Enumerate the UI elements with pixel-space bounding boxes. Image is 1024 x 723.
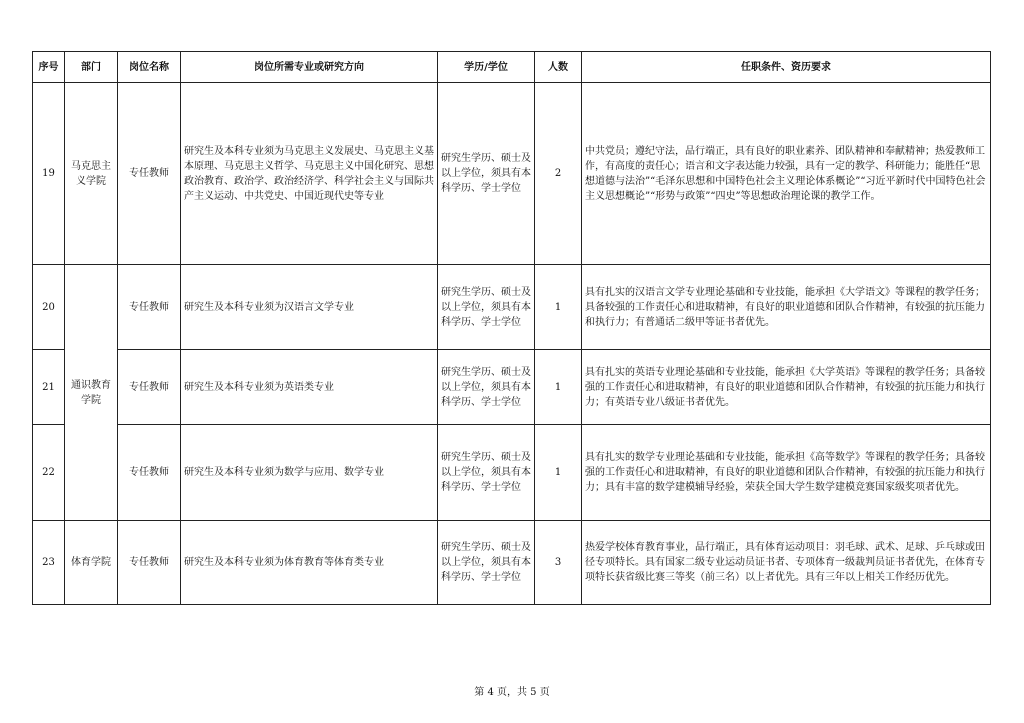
cell-degree: 研究生学历、硕士及以上学位，须具有本科学历、学士学位 bbox=[438, 425, 535, 521]
cell-seq: 19 bbox=[33, 83, 65, 265]
cell-degree: 研究生学历、硕士及以上学位，须具有本科学历、学士学位 bbox=[438, 350, 535, 425]
cell-count: 1 bbox=[535, 425, 582, 521]
header-seq: 序号 bbox=[33, 52, 65, 83]
page-number: 第 4 页，共 5 页 bbox=[474, 687, 550, 698]
cell-dept: 体育学院 bbox=[65, 521, 118, 605]
table-row bbox=[33, 425, 991, 521]
cell-count: 3 bbox=[535, 521, 582, 605]
cell-dept: 通识教育学院 bbox=[65, 265, 118, 521]
cell-degree: 研究生学历、硕士及以上学位，须具有本科学历、学士学位 bbox=[438, 521, 535, 605]
cell-major: 研究生及本科专业须为数学与应用、数学专业 bbox=[181, 425, 438, 521]
cell-requirements: 具有扎实的汉语言文学专业理论基础和专业技能，能承担《大学语文》等课程的教学任务；具备较强的工作责任心和进取精神，有良好的职业道德和团队合作精神，有较强的抗压能力和执行力；有普通话二级甲等证书者优先。 bbox=[582, 265, 991, 350]
table-row bbox=[33, 265, 991, 350]
table-row bbox=[33, 521, 991, 605]
cell-count: 2 bbox=[535, 83, 582, 265]
cell-seq: 20 bbox=[33, 265, 65, 350]
recruitment-table bbox=[32, 51, 991, 605]
table-header-row bbox=[33, 52, 991, 83]
header-major: 岗位所需专业或研究方向 bbox=[181, 52, 438, 83]
cell-count: 1 bbox=[535, 350, 582, 425]
header-position: 岗位名称 bbox=[118, 52, 181, 83]
header-dept: 部门 bbox=[65, 52, 118, 83]
cell-dept: 马克思主义学院 bbox=[65, 83, 118, 265]
table-row bbox=[33, 83, 991, 265]
header-count: 人数 bbox=[535, 52, 582, 83]
cell-major: 研究生及本科专业须为汉语言文学专业 bbox=[181, 265, 438, 350]
header-requirements: 任职条件、资历要求 bbox=[582, 52, 991, 83]
cell-count: 1 bbox=[535, 265, 582, 350]
cell-degree: 研究生学历、硕士及以上学位，须具有本科学历、学士学位 bbox=[438, 83, 535, 265]
cell-requirements: 具有扎实的数学专业理论基础和专业技能，能承担《高等数学》等课程的教学任务；具备较强的工作责任心和进取精神，有良好的职业道德和团队合作精神，有较强的抗压能力和执行力；具有丰富的数学建模辅导经验，荣获全国大学生数学建模竞赛国家级奖项者优先。 bbox=[582, 425, 991, 521]
cell-major: 研究生及本科专业须为马克思主义发展史、马克思主义基本原理、马克思主义哲学、马克思主义中国化研究、思想政治教育、政治学、政治经济学、科学社会主义与国际共产主义运动、中共党史、中国近现代史等专业 bbox=[181, 83, 438, 265]
table-row bbox=[33, 350, 991, 425]
cell-seq: 21 bbox=[33, 350, 65, 425]
cell-position: 专任教师 bbox=[118, 265, 181, 350]
cell-seq: 23 bbox=[33, 521, 65, 605]
cell-major: 研究生及本科专业须为英语类专业 bbox=[181, 350, 438, 425]
cell-position: 专任教师 bbox=[118, 350, 181, 425]
cell-position: 专任教师 bbox=[118, 425, 181, 521]
cell-major: 研究生及本科专业须为体育教育等体育类专业 bbox=[181, 521, 438, 605]
cell-degree: 研究生学历、硕士及以上学位，须具有本科学历、学士学位 bbox=[438, 265, 535, 350]
header-degree: 学历/学位 bbox=[438, 52, 535, 83]
cell-requirements: 中共党员；遵纪守法，品行端正，具有良好的职业素养、团队精神和奉献精神；热爱教师工作，有高度的责任心；语言和文字表达能力较强，具有一定的教学、科研能力；能胜任“思想道德与法治”“毛泽东思想和中国特色社会主义理论体系概论”“习近平新时代中国特色社会主义思想概论”“形势与政策”“四史”等思想政治理论课的教学工作。 bbox=[582, 83, 991, 265]
cell-position: 专任教师 bbox=[118, 521, 181, 605]
cell-requirements: 热爱学校体育教育事业，品行端正，具有体育运动项目：羽毛球、武术、足球、乒乓球或田径专项特长。具有国家二级专业运动员证书者、专项体育一级裁判员证书者优先，在体育专项特长获省级比赛三等奖（前三名）以上者优先。具有三年以上相关工作经历优先。 bbox=[582, 521, 991, 605]
cell-position: 专任教师 bbox=[118, 83, 181, 265]
cell-seq: 22 bbox=[33, 425, 65, 521]
cell-requirements: 具有扎实的英语专业理论基础和专业技能，能承担《大学英语》等课程的教学任务；具备较强的工作责任心和进取精神，有良好的职业道德和团队合作精神，有较强的抗压能力和执行力；有英语专业八级证书者优先。 bbox=[582, 350, 991, 425]
